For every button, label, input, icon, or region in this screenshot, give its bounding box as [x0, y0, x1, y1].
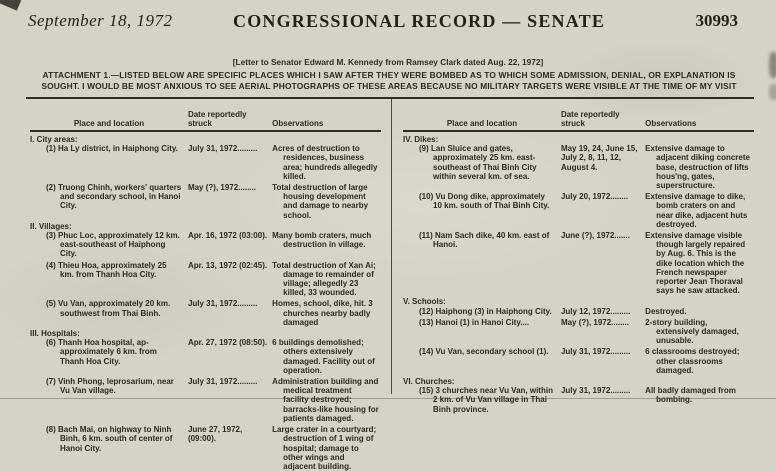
table-row	[30, 261, 381, 298]
place-cell: (15) 3 churches near Vu Van, within 2 km. of Vu Van village in Thai Binh province.	[419, 386, 553, 414]
table-row	[30, 183, 381, 220]
header-rule	[26, 97, 754, 99]
table-right-half	[403, 100, 754, 414]
place-cell: (6) Thanh Hoa hospital, ap-approximately 6 km. from Thanh Hoa City.	[46, 338, 157, 366]
date-cell: May (?), 1972........	[187, 183, 256, 193]
section-heading: III. Hospitals:	[30, 329, 80, 339]
place-cell: (2) Truong Chinh, workers' quarters and secondary school, in Hanoi City.	[46, 183, 182, 211]
table-header-row	[403, 100, 754, 132]
attachment-note: ATTACHMENT 1.—LISTED BELOW ARE SPECIFIC PLACES WHICH I SAW AFTER THEY WERE BOMBED AS TO WHICH SOME ADMISSION, DENIAL, OR EXPLANATION IS SOUGHT. I WOULD BE MOST ANXIOUS TO SEE AERIAL PHOTOGRAPHS OF THESE AREAS BECAUSE NO MILITARY TARGETS WERE VISIBLE AT THE TIME OF MY VISIT	[41, 70, 737, 91]
table-row	[30, 377, 381, 423]
table-row	[30, 231, 381, 259]
observations-cell: 2-story building, extensively damaged, unusable.	[645, 317, 739, 346]
section-heading: II. Villages:	[30, 221, 72, 231]
date-cell: July 12, 1972.........	[560, 306, 631, 316]
date-cell: June (?), 1972.......	[560, 231, 630, 241]
observations-cell: Extensive damage visible though largely repaired by Aug. 6. This is the dike location which the French newspaper reporter Jean Thoraval says he saw attacked.	[645, 231, 746, 296]
observations-cell: Destroyed.	[645, 306, 687, 316]
section-heading: I. City areas:	[30, 135, 78, 144]
observations-cell: 6 classrooms destroyed; other classrooms damaged.	[645, 347, 740, 375]
bombing-sites-table	[30, 100, 754, 471]
observations-cell: Administration building and medical treatment facility destroyed; barracks-like housing for patients damaged.	[272, 377, 379, 423]
table-row	[403, 318, 754, 346]
place-cell: (10) Vu Dong dike, approximately 10 km. south of Thai Binh City.	[419, 192, 550, 211]
date-cell: Apr. 16, 1972 (03:00).	[187, 231, 268, 241]
observations-cell: Extensive damage to adjacent diking concrete base, destruction of lifts hous'ng, gates, superstructure.	[645, 144, 750, 191]
column-header-place: Place and location	[73, 119, 145, 128]
table-row	[403, 144, 754, 190]
place-cell: (7) Vinh Phong, leprosarium, near Vu Van village.	[46, 377, 174, 396]
table-row	[403, 347, 754, 375]
table-row	[30, 299, 381, 327]
observations-cell: 6 buildings demolished; others extensively damaged. Facility out of operation.	[272, 338, 375, 375]
observations-cell: Total destruction of large housing development and damage to nearby school.	[272, 183, 369, 220]
scan-corner-artifact	[0, 0, 21, 11]
place-cell: (14) Vu Van, secondary school (1).	[419, 347, 549, 357]
section-heading: VI. Churches:	[403, 377, 455, 387]
table-row	[30, 144, 381, 181]
date-cell: Apr. 13, 1972 (02:45).	[187, 260, 268, 270]
observations-cell: Total destruction of Xan Ai; damage to remainder of village; allegedly 23 killed, 33 wounded.	[272, 260, 376, 298]
observations-cell: Homes, school, dike, hit. 3 churches nearby badly damaged	[272, 299, 373, 327]
observations-cell: All badly damaged from bombing.	[645, 386, 736, 405]
date-cell: July 31, 1972.........	[560, 347, 631, 357]
place-cell: (11) Nam Sach dike, 40 km. east of Hanoi.	[419, 231, 550, 250]
scan-edge-artifact	[769, 84, 776, 100]
date-cell: July 31, 1972.........	[187, 377, 258, 387]
column-header-observations: Observations	[272, 119, 324, 128]
date-cell: June 27, 1972, (09:00).	[187, 425, 243, 444]
place-cell: (8) Bach Mai, on highway to Ninh Binh, 6 km. south of center of Hanoi City.	[46, 425, 173, 453]
observations-cell: Large crater in a courtyard; destruction of 1 wing of hospital; damage to other wings and adjacent building.	[272, 425, 377, 471]
issue-date: September 18, 1972	[28, 11, 173, 30]
table-row	[403, 192, 754, 229]
observations-cell: Extensive damage to dike, bomb craters on and near dike, adjacent huts destroyed.	[645, 192, 748, 229]
place-cell: (13) Hanoi (1) in Hanoi City....	[419, 317, 530, 327]
table-header-row	[30, 100, 381, 132]
place-cell: (3) Phuc Loc, approximately 12 km. east-southeast of Haiphong City.	[46, 231, 180, 259]
date-cell: May (?), 1972........	[560, 317, 629, 327]
table-left-half	[30, 100, 381, 471]
page-title: CONGRESSIONAL RECORD — SENATE	[233, 11, 606, 31]
section-heading: V. Schools:	[403, 297, 446, 307]
letter-caption: [Letter to Senator Edward M. Kennedy from Ramsey Clark dated Aug. 22, 1972]	[232, 57, 544, 67]
table-left-body	[30, 132, 381, 471]
column-header-observations: Observations	[645, 119, 697, 128]
place-cell: (5) Vu Van, approximately 20 km. southwest from Thai Binh.	[46, 299, 171, 318]
place-cell: (9) Lan Sluice and gates, approximately 25 km. east-southeast of Thai Binh City within several km. of sea.	[419, 144, 537, 181]
table-row	[403, 386, 754, 414]
date-cell: July 20, 1972........	[560, 192, 629, 202]
column-header-date: Date reportedly struck	[560, 110, 620, 128]
observations-cell: Many bomb craters, much destruction in village.	[272, 231, 372, 250]
column-header-date: Date reportedly struck	[187, 110, 247, 128]
place-cell: (1) Ha Ly district, in Haiphong City.	[46, 144, 179, 154]
place-cell: (4) Thieu Hoa, approximately 25 km. from Thanh Hoa City.	[46, 260, 167, 279]
date-cell: Apr. 27, 1972 (08:50).	[187, 338, 268, 348]
date-cell: May 19, 24, June 15, July 2, 8, 11, 12, August 4.	[560, 144, 638, 172]
page-number: 30993	[695, 11, 738, 30]
place-cell: (12) Haiphong (3) in Haiphong City.	[419, 306, 552, 316]
date-cell: July 31, 1972.........	[560, 386, 631, 396]
table-right-body	[403, 132, 754, 414]
section-heading: IV. Dikes:	[403, 135, 439, 144]
table-row	[30, 338, 381, 375]
column-header-place: Place and location	[446, 119, 518, 128]
table-row	[403, 307, 754, 316]
masthead	[28, 8, 750, 38]
date-cell: July 31, 1972.........	[187, 299, 258, 309]
observations-cell: Acres of destruction to residences, business area; hundreds allegedly killed.	[272, 144, 378, 181]
date-cell: July 31, 1972.........	[187, 144, 258, 154]
table-row	[30, 425, 381, 471]
table-row	[403, 231, 754, 295]
